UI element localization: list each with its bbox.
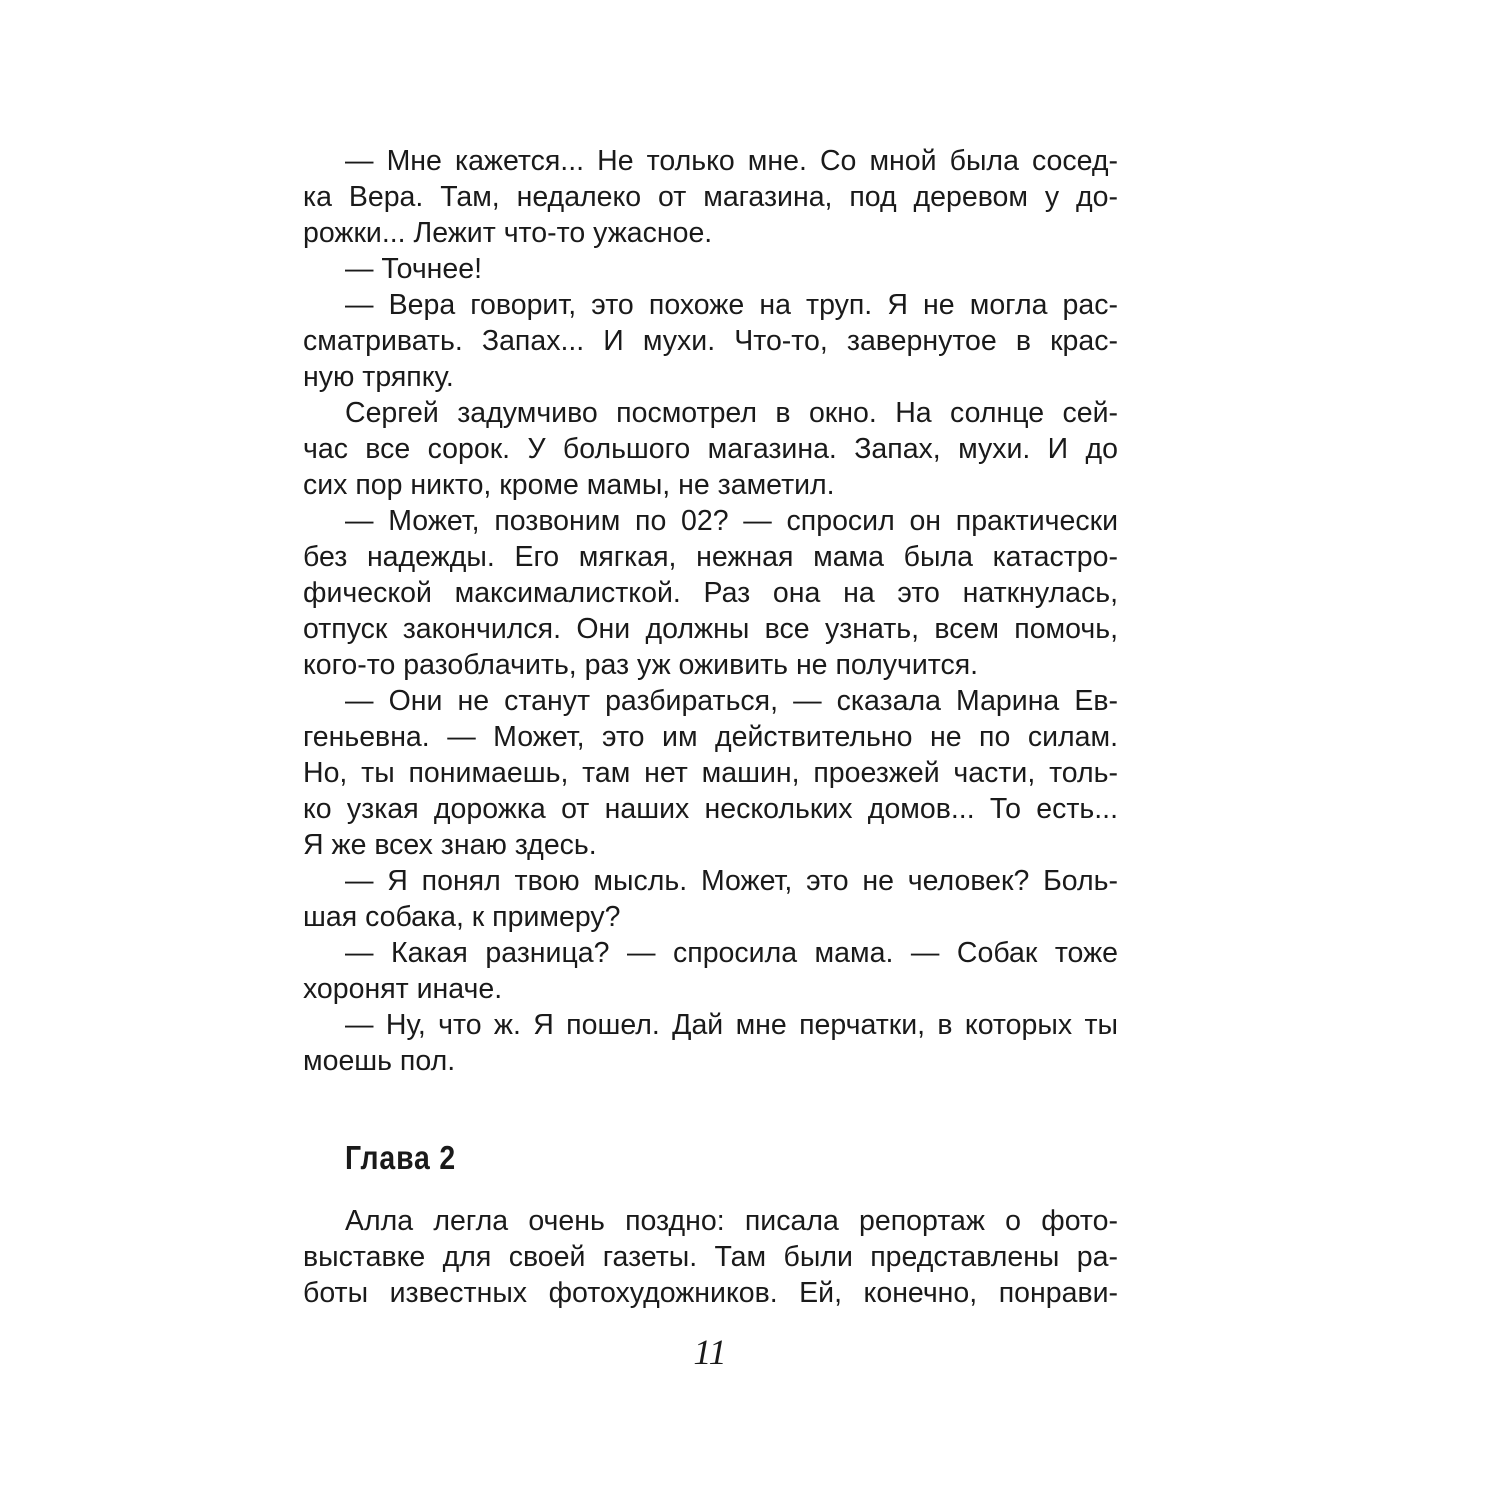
text-line: без надежды. Его мягкая, нежная мама была катастро-	[303, 541, 1118, 573]
text-line: боты известных фотохудожников. Ей, конечно, понрави-	[303, 1277, 1118, 1309]
text-line: Я же всех знаю здесь.	[303, 829, 597, 861]
text-line: рожки... Лежит что-то ужасное.	[303, 217, 713, 249]
text-line: ную тряпку.	[303, 361, 454, 393]
text-column-after-title	[303, 1203, 1118, 1311]
text-line: — Я понял твою мысль. Может, это не человек? Боль-	[345, 865, 1118, 897]
text-line: ка Вера. Там, недалеко от магазина, под деревом у до-	[303, 181, 1118, 213]
text-line: — Может, позвоним по 02? — спросил он практически	[345, 505, 1118, 537]
text-line: ко узкая дорожка от наших нескольких домов... То есть...	[303, 793, 1118, 825]
text-line: час все сорок. У большого магазина. Запах, мухи. И до	[303, 433, 1118, 465]
text-line: — Мне кажется... Не только мне. Со мной была сосед-	[345, 145, 1118, 177]
text-line: Сергей задумчиво посмотрел в окно. На солнце сей-	[345, 397, 1118, 429]
text-column	[303, 143, 1118, 1079]
text-line: кого-то разоблачить, раз уж оживить не получится.	[303, 649, 979, 681]
chapter-title: Глава 2	[345, 1139, 457, 1176]
text-line: фической максималисткой. Раз она на это наткнулась,	[303, 577, 1118, 609]
text-line: — Какая разница? — спросила мама. — Собак тоже	[345, 937, 1118, 969]
text-line: — Точнее!	[345, 253, 483, 285]
text-line: моешь пол.	[303, 1045, 456, 1077]
text-line: геньевна. — Может, это им действительно не по силам.	[303, 721, 1118, 753]
text-line: — Они не станут разбираться, — сказала Марина Ев-	[345, 685, 1118, 717]
text-line: выставке для своей газеты. Там были представлены ра-	[303, 1241, 1118, 1273]
text-line: — Вера говорит, это похоже на труп. Я не могла рас-	[345, 289, 1118, 321]
text-line: — Ну, что ж. Я пошел. Дай мне перчатки, в которых ты	[345, 1009, 1118, 1041]
text-line: шая собака, к примеру?	[303, 901, 621, 933]
text-line: хоронят иначе.	[303, 973, 503, 1005]
text-line: Но, ты понимаешь, там нет машин, проезжей части, толь-	[303, 757, 1118, 789]
text-line: сматривать. Запах... И мухи. Что-то, завернутое в крас-	[303, 325, 1118, 357]
text-line: сих пор никто, кроме мамы, не заметил.	[303, 469, 835, 501]
text-line: отпуск закончился. Они должны все узнать, всем помочь,	[303, 613, 1118, 645]
text-line: Алла легла очень поздно: писала репортаж о фото-	[345, 1205, 1118, 1237]
page-number: 11	[693, 1332, 727, 1372]
